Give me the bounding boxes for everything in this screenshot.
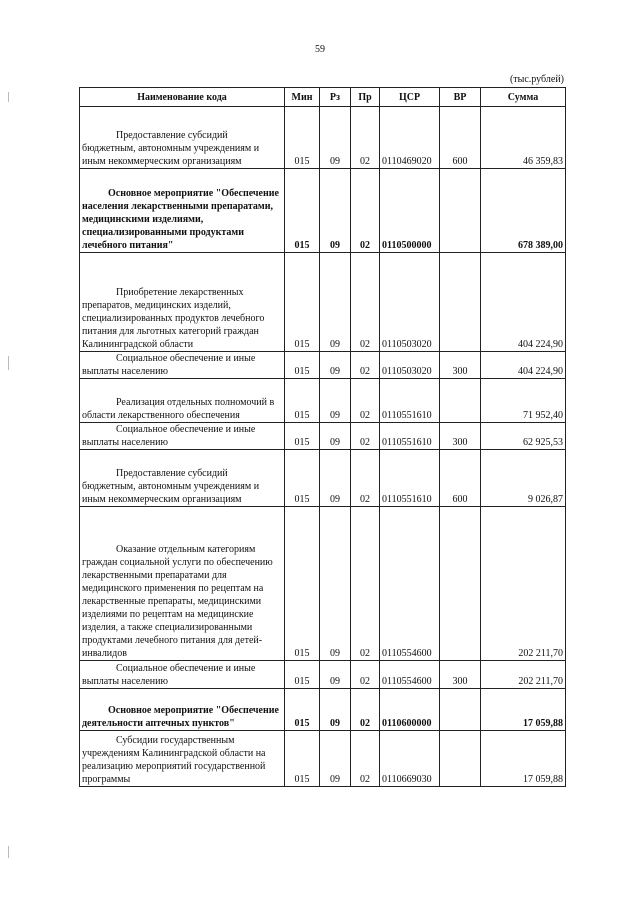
table-row bbox=[80, 731, 566, 787]
row-name: Основное мероприятие "Обеспечение населения лекарственными препаратами, медицинскими изделиями, специализированными продуктами лечебного питания" bbox=[80, 169, 285, 253]
row-rz: 09 bbox=[320, 661, 351, 689]
table-row bbox=[80, 689, 566, 731]
row-sum: 202 211,70 bbox=[481, 661, 566, 689]
row-sum: 404 224,90 bbox=[481, 253, 566, 352]
row-vr bbox=[440, 253, 481, 352]
row-min: 015 bbox=[285, 661, 320, 689]
row-min: 015 bbox=[285, 253, 320, 352]
row-sum: 404 224,90 bbox=[481, 352, 566, 379]
row-csr: 0110469020 bbox=[380, 107, 440, 169]
row-min: 015 bbox=[285, 379, 320, 423]
row-pr: 02 bbox=[351, 661, 380, 689]
row-name: Субсидии государственным учреждениям Калининградской области на реализацию мероприятий государственной программы bbox=[80, 731, 285, 787]
header-vr: ВР bbox=[440, 88, 481, 107]
row-rz: 09 bbox=[320, 107, 351, 169]
unit-note: (тыс.рублей) bbox=[509, 74, 564, 85]
row-vr bbox=[440, 379, 481, 423]
row-sum: 202 211,70 bbox=[481, 507, 566, 661]
row-pr: 02 bbox=[351, 253, 380, 352]
table-row bbox=[80, 253, 566, 352]
table-row bbox=[80, 661, 566, 689]
row-name: Социальное обеспечение и иные выплаты населению bbox=[80, 661, 285, 689]
header-csr: ЦСР bbox=[380, 88, 440, 107]
row-pr: 02 bbox=[351, 689, 380, 731]
table-row bbox=[80, 169, 566, 253]
header-rz: Рз bbox=[320, 88, 351, 107]
budget-table bbox=[79, 87, 566, 787]
scan-margin-line bbox=[8, 356, 9, 370]
table-row bbox=[80, 107, 566, 169]
row-rz: 09 bbox=[320, 169, 351, 253]
row-vr: 600 bbox=[440, 107, 481, 169]
row-sum: 9 026,87 bbox=[481, 450, 566, 507]
row-name: Предоставление субсидий бюджетным, автономным учреждениям и иным некоммерческим организациям bbox=[80, 450, 285, 507]
row-csr: 0110554600 bbox=[380, 507, 440, 661]
row-csr: 0110503020 bbox=[380, 352, 440, 379]
row-sum: 17 059,88 bbox=[481, 731, 566, 787]
scan-margin-line bbox=[8, 92, 9, 102]
table-row bbox=[80, 352, 566, 379]
row-sum: 46 359,83 bbox=[481, 107, 566, 169]
row-name: Социальное обеспечение и иные выплаты населению bbox=[80, 423, 285, 450]
row-csr: 0110600000 bbox=[380, 689, 440, 731]
row-vr: 300 bbox=[440, 661, 481, 689]
row-pr: 02 bbox=[351, 352, 380, 379]
table-header-row bbox=[80, 88, 566, 107]
row-sum: 17 059,88 bbox=[481, 689, 566, 731]
row-sum: 678 389,00 bbox=[481, 169, 566, 253]
row-pr: 02 bbox=[351, 450, 380, 507]
row-vr: 300 bbox=[440, 423, 481, 450]
row-name: Предоставление субсидий бюджетным, автономным учреждениям и иным некоммерческим организациям bbox=[80, 107, 285, 169]
row-vr bbox=[440, 689, 481, 731]
row-pr: 02 bbox=[351, 423, 380, 450]
header-pr: Пр bbox=[351, 88, 380, 107]
row-csr: 0110503020 bbox=[380, 253, 440, 352]
row-min: 015 bbox=[285, 450, 320, 507]
row-name: Оказание отдельным категориям граждан социальной услуги по обеспечению лекарственными препаратами для медицинского применения по рецептам на лекарственные препараты, медицинскими изделиями по рецептам на медицинские изделия, а также специализированными продуктами лечебного питания для детей-инвалидов bbox=[80, 507, 285, 661]
table-row bbox=[80, 423, 566, 450]
row-rz: 09 bbox=[320, 507, 351, 661]
row-vr: 600 bbox=[440, 450, 481, 507]
row-min: 015 bbox=[285, 169, 320, 253]
row-min: 015 bbox=[285, 731, 320, 787]
row-name: Приобретение лекарственных препаратов, медицинских изделий, специализированных продуктов лечебного питания для льготных категорий граждан Калининградской области bbox=[80, 253, 285, 352]
row-csr: 0110551610 bbox=[380, 423, 440, 450]
row-pr: 02 bbox=[351, 507, 380, 661]
row-csr: 0110551610 bbox=[380, 450, 440, 507]
row-vr bbox=[440, 731, 481, 787]
row-min: 015 bbox=[285, 689, 320, 731]
row-min: 015 bbox=[285, 507, 320, 661]
row-sum: 71 952,40 bbox=[481, 379, 566, 423]
row-csr: 0110669030 bbox=[380, 731, 440, 787]
table-row bbox=[80, 507, 566, 661]
row-vr bbox=[440, 169, 481, 253]
row-name: Основное мероприятие "Обеспечение деятельности аптечных пунктов" bbox=[80, 689, 285, 731]
row-rz: 09 bbox=[320, 379, 351, 423]
row-rz: 09 bbox=[320, 423, 351, 450]
row-pr: 02 bbox=[351, 379, 380, 423]
page-number: 59 bbox=[315, 44, 325, 55]
row-pr: 02 bbox=[351, 731, 380, 787]
row-csr: 0110554600 bbox=[380, 661, 440, 689]
row-sum: 62 925,53 bbox=[481, 423, 566, 450]
row-min: 015 bbox=[285, 423, 320, 450]
row-pr: 02 bbox=[351, 169, 380, 253]
table-row bbox=[80, 379, 566, 423]
scan-margin-line bbox=[8, 846, 9, 858]
row-rz: 09 bbox=[320, 689, 351, 731]
table-row bbox=[80, 450, 566, 507]
row-min: 015 bbox=[285, 352, 320, 379]
header-name: Наименование кода bbox=[80, 88, 285, 107]
header-sum: Сумма bbox=[481, 88, 566, 107]
row-rz: 09 bbox=[320, 731, 351, 787]
row-name: Реализация отдельных полномочий в области лекарственного обеспечения bbox=[80, 379, 285, 423]
row-name: Социальное обеспечение и иные выплаты населению bbox=[80, 352, 285, 379]
row-csr: 0110500000 bbox=[380, 169, 440, 253]
row-rz: 09 bbox=[320, 253, 351, 352]
row-rz: 09 bbox=[320, 352, 351, 379]
row-min: 015 bbox=[285, 107, 320, 169]
row-vr bbox=[440, 507, 481, 661]
row-pr: 02 bbox=[351, 107, 380, 169]
row-csr: 0110551610 bbox=[380, 379, 440, 423]
row-vr: 300 bbox=[440, 352, 481, 379]
row-rz: 09 bbox=[320, 450, 351, 507]
header-min: Мин bbox=[285, 88, 320, 107]
